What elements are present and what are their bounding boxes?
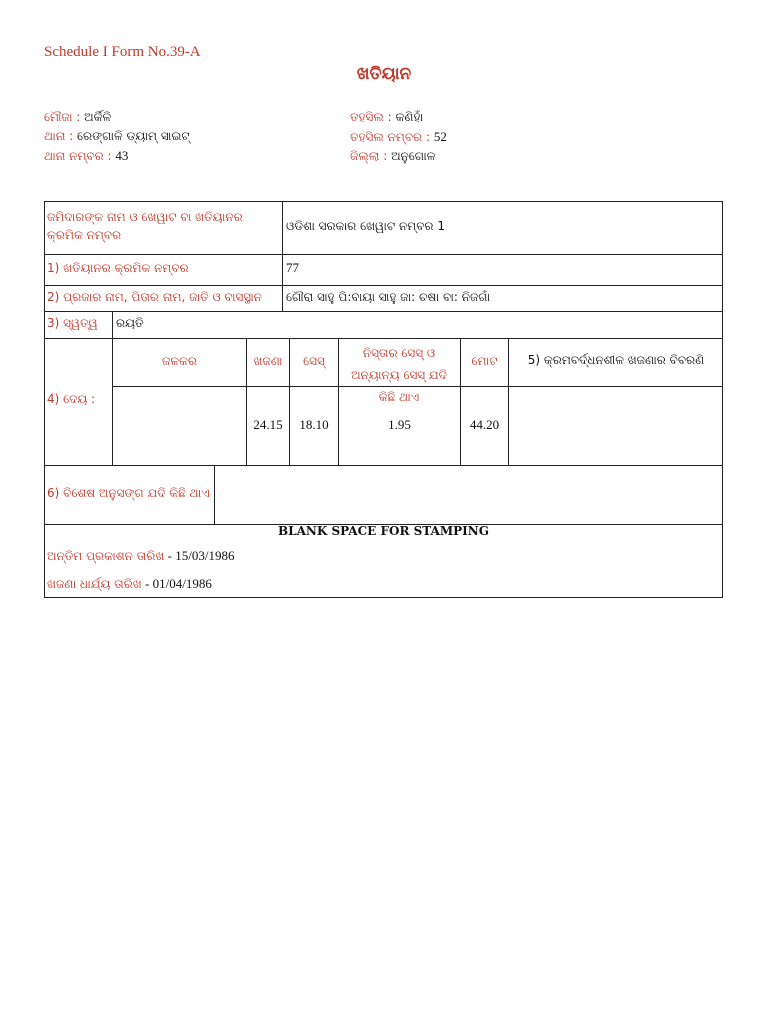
rule-row-3 [45, 311, 722, 312]
thana-no-label: ଥାନା ନମ୍ବର : [44, 149, 116, 163]
tenant-label: 2) ପ୍ରଜାର ନାମ, ପିତାର ନାମ, ଜାତି ଓ ବାସସ୍ଥାନ [47, 290, 262, 304]
tahasil-label: ତହସିଲ : [350, 110, 396, 124]
thana-label: ଥାନା : [44, 129, 78, 143]
rule-row-5 [45, 465, 722, 466]
document-title: ଖତିୟାନ [356, 64, 412, 84]
cess-value: 18.10 [299, 417, 329, 432]
final-publication-line [47, 545, 234, 564]
cess-header: ସେସ୍ [303, 354, 325, 368]
right-label: 3) ସ୍ୱତ୍ୱ [47, 316, 98, 330]
rule-col-label [112, 311, 113, 465]
district-line [350, 147, 447, 166]
total-header: ମୋଟ [471, 354, 498, 368]
thana-line [44, 127, 190, 146]
tahasil-no-label: ତହସିଲ ନମ୍ବର : [350, 130, 434, 144]
serial-value: 77 [286, 260, 299, 275]
tahasil-no-line [350, 127, 447, 147]
rule-col-other [338, 338, 339, 465]
total-value: 44.20 [469, 417, 500, 432]
rent-header: ଖଜଣା [253, 354, 283, 368]
serial-label: 1) ଖତିୟାନର କ୍ରମିକ ନମ୍ବର [47, 261, 189, 275]
district-label: ଜିଲ୍ଲା : [350, 149, 392, 163]
other-cess-value: 1.95 [388, 417, 411, 432]
rent-fixation-line [47, 573, 212, 592]
district-value: ଅନୁଗୋଳ [391, 149, 436, 163]
rule-row-4 [45, 338, 722, 339]
rent-fixation-date: - 01/04/1986 [141, 576, 212, 591]
other-cess-header: ନିସ୍ତାର ସେସ୍ ଓ ଅନ୍ୟାନ୍ୟ ସେସ୍ ଯଦି କିଛି ଥାଏ [351, 346, 447, 404]
progressive-header: 5) କ୍ରମବର୍ଦ୍ଧନଶୀଳ ଖଜଣାର ବିବରଣି [527, 353, 705, 367]
khatian-table [44, 201, 723, 598]
meta-right [350, 108, 447, 166]
mouza-value: ଅର୍କିଳି [84, 110, 112, 124]
tahasil-value: କଣିହାଁ [395, 110, 424, 124]
thana-value: ରେଙ୍ଗାଳି ଡ୍ୟାମ୍ ସାଇଟ୍ [77, 129, 190, 143]
tahasil-no-value: 52 [433, 129, 447, 144]
rule-row-1 [45, 254, 722, 255]
thana-no-value: 43 [115, 148, 129, 163]
final-publication-date: - 15/03/1986 [164, 548, 235, 563]
tahasil-line [350, 108, 447, 127]
rent-fixation-label: ଖଜଣା ଧାର୍ଯ୍ୟ ତାରିଖ [47, 577, 142, 591]
form-number: Schedule I Form No.39-A [44, 44, 201, 60]
mouza-line [44, 108, 190, 127]
mouza-label: ମୌଜା : [44, 110, 85, 124]
dues-label: 4) ଦେୟ : [47, 392, 96, 406]
thana-no-line [44, 146, 190, 166]
final-publication-label: ଅନ୍ତିମ ପ୍ରକାଶନ ତାରିଖ [47, 549, 165, 563]
special-label: 6) ବିଶେଷ ଅନୁସଙ୍ଗ ଯଦି କିଛି ଥାଏ [47, 486, 210, 500]
tenant-value: ଗୌରା ସାହୁ ପି:ବାୟା ସାହୁ ଜା: ଚଷା ବା: ନିଜଗାଁ [286, 290, 491, 304]
owner-label: ଜମିଦାରଙ୍କ ନାମ ଓ ଖେୱାଟ ବା ଖତିୟାନର କ୍ରମିକ ନମ୍ବର [47, 210, 243, 242]
owner-value: ଓଡିଶା ସରକାର ଖେୱାଟ ନମ୍ବର 1 [286, 219, 445, 233]
rule-col-special [214, 465, 215, 524]
rent-value: 24.15 [253, 417, 283, 432]
rule-col-main [282, 202, 283, 311]
water-tax-header: ଜଳକର [162, 354, 197, 368]
meta-left [44, 108, 190, 166]
stamp-heading: BLANK SPACE FOR STAMPING [278, 524, 489, 538]
right-value: ରୟତି [116, 316, 144, 330]
rule-row-2 [45, 285, 722, 286]
